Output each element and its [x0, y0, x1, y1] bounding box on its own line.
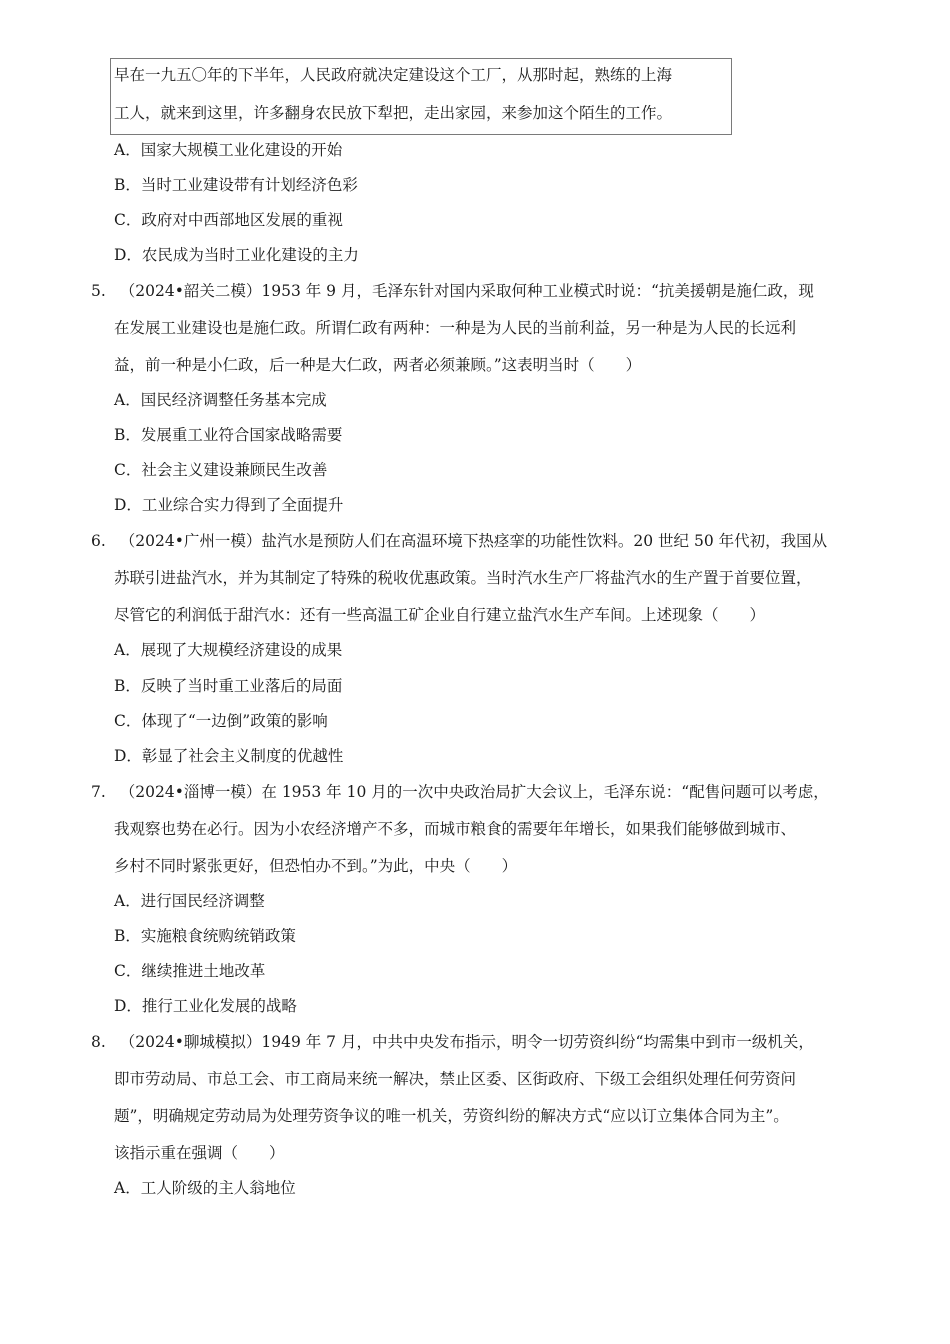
- question-5-stem: [91, 281, 814, 301]
- question-text: （2024•聊城模拟）1949 年 7 月，中共中央发布指示，明令一切劳资纠纷“均需集中到市一级机关，: [119, 1033, 814, 1051]
- option-c: C．政府对中西部地区发展的重视: [114, 211, 343, 229]
- option-b: B．发展重工业符合国家战略需要: [114, 426, 343, 444]
- option-d: D．工业综合实力得到了全面提升: [114, 496, 344, 514]
- question-8-stem: [91, 1032, 814, 1052]
- option-d: D．推行工业化发展的战略: [114, 997, 297, 1015]
- option-b: B．当时工业建设带有计划经济色彩: [114, 176, 358, 194]
- quote-line: 工人，就来到这里，许多翻身农民放下犁把，走出家园，来参加这个陌生的工作。: [114, 104, 673, 122]
- question-text: 苏联引进盐汽水，并为其制定了特殊的税收优惠政策。当时汽水生产厂将盐汽水的生产置于首要位置，: [114, 569, 812, 587]
- question-text: （2024•广州一模）盐汽水是预防人们在高温环境下热痉挛的功能性饮料。20 世纪 50 年代初，我国从: [119, 532, 828, 550]
- question-number: 7.: [91, 783, 106, 801]
- option-a: A．国民经济调整任务基本完成: [114, 391, 327, 409]
- option-c: C．继续推进土地改革: [114, 962, 266, 980]
- question-text: 尽管它的利润低于甜汽水：还有一些高温工矿企业自行建立盐汽水生产车间。上述现象（ ）: [114, 606, 766, 624]
- question-text: 题”，明确规定劳动局为处理劳资争议的唯一机关，劳资纠纷的解决方式“应以订立集体合同为主”。: [114, 1107, 789, 1125]
- question-text: 益，前一种是小仁政，后一种是大仁政，两者必须兼顾。”这表明当时（ ）: [114, 356, 642, 374]
- question-text: （2024•韶关二模）1953 年 9 月，毛泽东针对国内采取何种工业模式时说：“抗美援朝是施仁政，现: [119, 282, 814, 300]
- option-d: D．农民成为当时工业化建设的主力: [114, 246, 359, 264]
- option-d: D．彰显了社会主义制度的优越性: [114, 747, 344, 765]
- question-text: 在发展工业建设也是施仁政。所谓仁政有两种：一种是为人民的当前利益，另一种是为人民的长远利: [114, 319, 797, 337]
- question-number: 5.: [91, 282, 106, 300]
- question-text: 乡村不同时紧张更好，但恐怕办不到。”为此，中央（ ）: [114, 857, 518, 875]
- question-text: 该指示重在强调（ ）: [114, 1144, 285, 1162]
- option-a: A．进行国民经济调整: [114, 892, 265, 910]
- question-text: 即市劳动局、市总工会、市工商局来统一解决，禁止区委、区街政府、下级工会组织处理任何劳资问: [114, 1070, 797, 1088]
- question-number: 6.: [91, 532, 106, 550]
- quote-line: 早在一九五〇年的下半年，人民政府就决定建设这个工厂，从那时起，熟练的上海: [114, 66, 673, 84]
- option-a: A．国家大规模工业化建设的开始: [114, 141, 343, 159]
- question-text: 我观察也势在必行。因为小农经济增产不多，而城市粮食的需要年年增长，如果我们能够做到城市、: [114, 820, 797, 838]
- option-a: A．展现了大规模经济建设的成果: [114, 641, 343, 659]
- question-6-stem: [91, 531, 827, 551]
- option-b: B．反映了当时重工业落后的局面: [114, 677, 343, 695]
- question-7-stem: [91, 782, 829, 802]
- option-c: C．体现了“一边倒”政策的影响: [114, 712, 328, 730]
- option-c: C．社会主义建设兼顾民生改善: [114, 461, 328, 479]
- question-number: 8.: [91, 1033, 106, 1051]
- option-a: A．工人阶级的主人翁地位: [114, 1179, 296, 1197]
- question-text: （2024•淄博一模）在 1953 年 10 月的一次中央政治局扩大会议上，毛泽东说：“配售问题可以考虑，: [119, 783, 829, 801]
- option-b: B．实施粮食统购统销政策: [114, 927, 296, 945]
